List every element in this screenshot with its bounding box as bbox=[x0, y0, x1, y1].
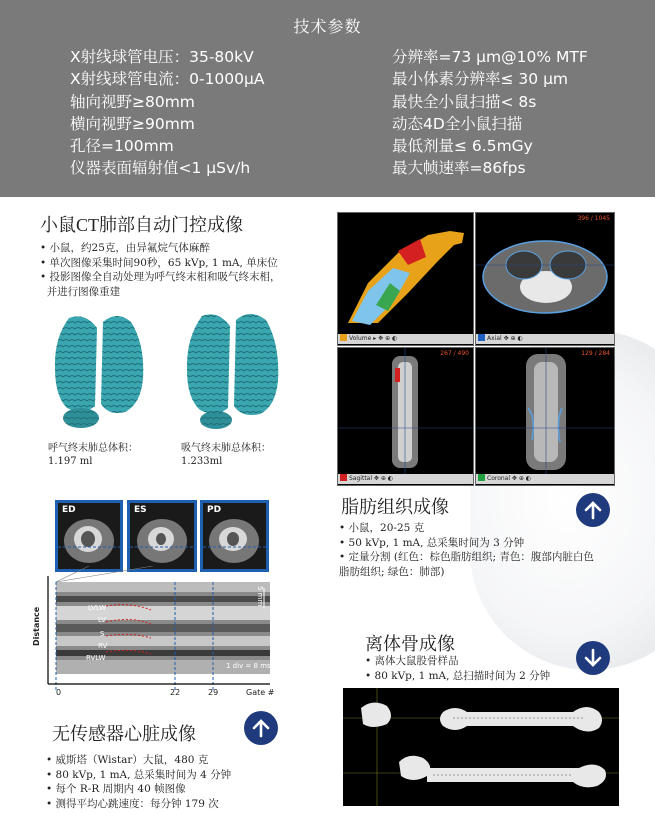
axial-slice-counter: 396 / 1045 bbox=[577, 215, 610, 222]
bullet-item: • 50 kVp, 1 mA, 总采集时间为 3 分钟 bbox=[339, 536, 525, 549]
spec-title: 技术参数 bbox=[293, 17, 362, 36]
arrow-down-icon bbox=[583, 648, 603, 668]
heart-ed-frame bbox=[55, 500, 123, 572]
volume-tag bbox=[340, 334, 347, 341]
lung-section-title: 小鼠CT肺部自动门控成像 bbox=[40, 215, 243, 235]
spec-item: 最小体素分辨率≤ 30 μm bbox=[392, 70, 569, 89]
bullet-item: • 定量分割 (红色：棕色脂肪组织; 青色：腹部内脏白色 bbox=[339, 551, 594, 563]
x-tick-0: 0 bbox=[56, 688, 62, 697]
bullet-item: 并进行图像重建 bbox=[46, 285, 121, 298]
spec-item: 孔径=100mm bbox=[70, 137, 174, 156]
heart-bullets bbox=[46, 753, 231, 811]
sagittal-slice-counter: 267 / 490 bbox=[440, 350, 469, 357]
bone-section-title: 离体骨成像 bbox=[365, 634, 455, 654]
distance-scale-label: 5 mm bbox=[256, 586, 264, 607]
spec-item: 最快全小鼠扫描< 8s bbox=[392, 92, 537, 111]
bone-bullets bbox=[365, 654, 550, 683]
heart-up-button[interactable] bbox=[244, 711, 278, 745]
bullet-item: • 威斯塔（Wistar）大鼠，480 克 bbox=[46, 754, 209, 766]
exhale-caption bbox=[48, 442, 138, 468]
m-mode-chart bbox=[32, 566, 276, 706]
viewer-coronal-toolbar: Coronal ✥ ⊕ ◐ bbox=[476, 474, 614, 484]
left-spec-list bbox=[70, 46, 265, 180]
bullet-item: 脂肪组织; 绿色：肺部) bbox=[339, 565, 445, 578]
viewer-volume-panel[interactable] bbox=[337, 212, 474, 346]
heart-pd-frame bbox=[200, 500, 269, 572]
bullet-item: • 单次图像采集时间90秒，65 kVp, 1 mA, 单床位 bbox=[40, 256, 278, 269]
mmode-label: LV bbox=[98, 616, 106, 624]
inhale-lung-image bbox=[172, 308, 292, 433]
exhale-lung-image bbox=[39, 308, 159, 433]
mmode-label: RV bbox=[98, 642, 108, 650]
panel-name: Sagittal bbox=[349, 475, 373, 482]
spec-item: 仪器表面辐射值<1 μSv/h bbox=[70, 159, 251, 178]
right-spec-list bbox=[392, 46, 588, 180]
bullet-item: • 小鼠，20-25 克 bbox=[339, 522, 425, 534]
exhale-volume-value: 1.197 ml bbox=[48, 456, 93, 467]
spec-item: 横向视野≥90mm bbox=[70, 114, 195, 133]
bullet-item: • 测得平均心跳速度：每分钟 179 次 bbox=[46, 797, 219, 810]
bullet-item: • 小鼠，约25克，由异氟烷气体麻醉 bbox=[40, 242, 210, 254]
fat-section-title: 脂肪组织成像 bbox=[341, 497, 449, 517]
viewer-sagittal-panel[interactable] bbox=[337, 347, 474, 486]
bullet-item: • 投影图像全自动处理为呼气终末相和吸气终末相， bbox=[40, 271, 281, 283]
femur-scan-image bbox=[343, 688, 619, 806]
spec-item: 动态4D全小鼠扫描 bbox=[392, 114, 523, 133]
phase-label-es: ES bbox=[134, 505, 147, 515]
mmode-label: RVLW bbox=[86, 654, 106, 662]
spec-item: X射线球管电压：35-80kV bbox=[70, 48, 254, 66]
phase-label-ed: ED bbox=[62, 505, 76, 515]
heart-section-title: 无传感器心脏成像 bbox=[52, 724, 196, 744]
panel-name: Axial bbox=[487, 335, 502, 342]
x-tick-29: 29 bbox=[208, 688, 219, 697]
coronal-slice-counter: 129 / 284 bbox=[581, 350, 610, 357]
inhale-caption bbox=[181, 442, 271, 468]
viewer-axial-panel[interactable] bbox=[475, 212, 615, 346]
exhale-caption-label: 呼气终末肺总体积： bbox=[48, 443, 138, 454]
x-tick-22: 22 bbox=[170, 688, 181, 697]
inhale-volume-value: 1.233ml bbox=[181, 456, 223, 467]
axial-tag bbox=[478, 334, 485, 341]
spec-item: X射线球管电流：0-1000μA bbox=[70, 70, 265, 89]
bullet-item: • 80 kVp, 1 mA, 总扫描时间为 2 分钟 bbox=[365, 669, 551, 682]
y-axis-label: Distance bbox=[32, 606, 41, 646]
fat-bullets bbox=[339, 521, 594, 579]
bullet-item: • 每个 R-R 周期内 40 帧图像 bbox=[46, 783, 186, 795]
bullet-item: • 离体大鼠股骨样品 bbox=[365, 655, 459, 667]
bullet-item: • 80 kVp, 1 mA, 总采集时间为 4 分钟 bbox=[46, 768, 232, 781]
time-scale-label: 1 div = 8 ms bbox=[226, 662, 271, 670]
bone-down-button[interactable] bbox=[576, 641, 610, 675]
sagittal-tag bbox=[340, 474, 347, 481]
spec-item: 轴向视野≥80mm bbox=[70, 92, 195, 111]
viewer-coronal-panel[interactable] bbox=[475, 347, 615, 486]
spec-item: 最大帧速率=86fps bbox=[392, 159, 526, 178]
lung-bullets bbox=[40, 241, 281, 299]
coronal-tag bbox=[478, 474, 485, 481]
panel-name: Volume bbox=[349, 335, 372, 342]
inhale-caption-label: 吸气终末肺总体积： bbox=[181, 443, 271, 454]
panel-name: Coronal bbox=[487, 475, 511, 482]
x-axis-label: Gate # bbox=[246, 688, 275, 697]
heart-es-frame bbox=[127, 500, 197, 572]
arrow-up-icon bbox=[251, 718, 271, 738]
viewer-sagittal-toolbar: Sagittal ✥ ⊕ ◐ bbox=[338, 474, 473, 484]
spec-item: 最低剂量≤ 6.5mGy bbox=[392, 137, 533, 156]
spec-item: 分辨率=73 μm@10% MTF bbox=[392, 48, 588, 66]
phase-label-pd: PD bbox=[207, 505, 222, 515]
viewer-axial-toolbar: Axial ✥ ⊕ ◐ bbox=[476, 334, 614, 344]
mmode-label: S bbox=[100, 630, 105, 638]
mmode-label: LVLW bbox=[88, 604, 107, 612]
viewer-volume-toolbar: Volume ▸ ✥ ⊕ ◐ bbox=[338, 334, 473, 344]
arrow-up-icon bbox=[583, 500, 603, 520]
